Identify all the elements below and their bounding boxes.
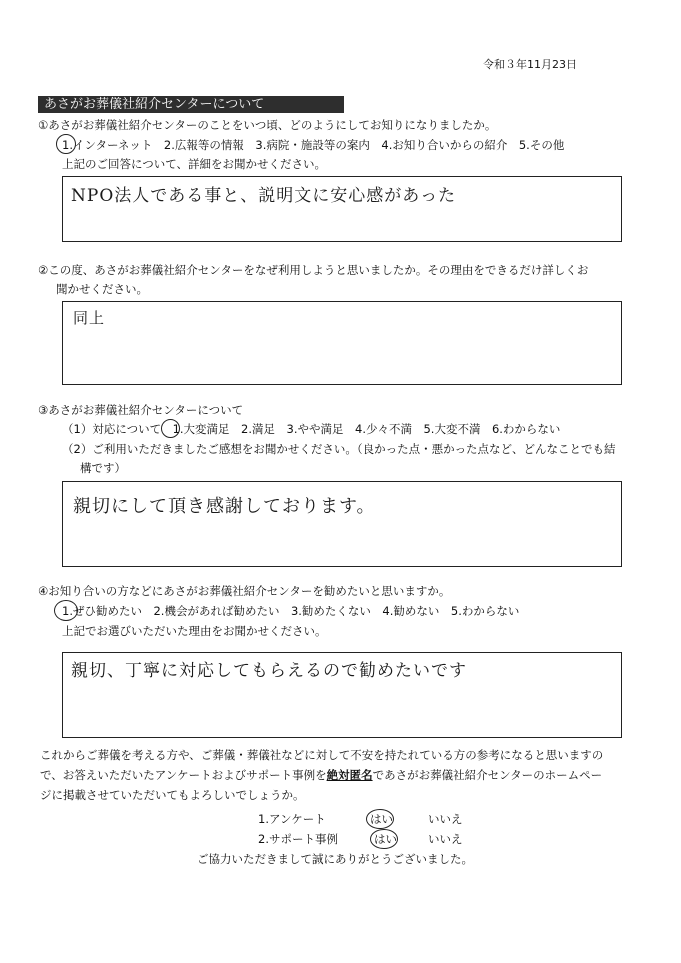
q2-question-line1: ②この度、あさがお葬儀社紹介センターをなぜ利用しようと思いましたか。その理由をできるだけ詳しくお <box>38 263 589 277</box>
q1-question: ①あさがお葬儀社紹介センターのことをいつ頃、どのようにしてお知りになりましたか。 <box>38 118 497 132</box>
consent-row1-label: 1.アンケート <box>258 812 326 826</box>
anonymous-emphasis: 絶対匿名 <box>326 768 373 782</box>
q1-detail-prompt: 上記のご回答について、詳細をお聞かせください。 <box>62 157 327 171</box>
document-date: 令和３年11月23日 <box>483 58 577 71</box>
consent-row2-yes[interactable]: はい <box>374 832 397 846</box>
q2-answer-box[interactable] <box>62 301 622 385</box>
q1-options: 1.インターネット 2.広報等の情報 3.病院・施設等の案内 4.お知り合いからの紹介 5.その他 <box>62 138 565 152</box>
q3-question: ③あさがお葬儀社紹介センターについて <box>38 403 244 417</box>
consent-row2-label: 2.サポート事例 <box>258 832 338 846</box>
consent-row1-yes[interactable]: はい <box>370 812 393 826</box>
q4-options: 1.ぜひ勧めたい 2.機会があれば勧めたい 3.勧めたくない 4.勧めない 5.わからない <box>62 604 520 618</box>
closing-line2-post: であさがお葬儀社紹介センターのホームペー <box>372 768 603 782</box>
closing-line3: ジに掲載させていただいてもよろしいでしょうか。 <box>40 788 305 802</box>
q3-sub2-line1: （2）ご利用いただきましたご感想をお聞かせください。（良かった点・悪かった点など、どんなことでも結 <box>62 442 616 456</box>
q2-handwritten-answer: 同上 <box>73 309 106 327</box>
closing-line1: これからご葬儀を考える方や、ご葬儀・葬儀社などに対して不安を持たれている方の参考になると思いますの <box>40 748 604 762</box>
closing-line2 <box>40 768 602 782</box>
q1-answer-box[interactable] <box>62 176 622 242</box>
thanks-text: ご協力いただきまして誠にありがとうございました。 <box>197 852 473 866</box>
section-header: あさがお葬儀社紹介センターについて <box>38 96 344 113</box>
q4-answer-box[interactable] <box>62 652 622 738</box>
q3-sub1: （1）対応について 1.大変満足 2.満足 3.やや満足 4.少々不満 5.大変不満 6.わからない <box>62 422 561 436</box>
closing-line2-pre: で、お答えいただいたアンケートおよびサポート事例を <box>40 768 327 782</box>
q3-sub2-line2: 構です） <box>80 461 126 475</box>
q4-handwritten-answer: 親切、丁寧に対応してもらえるので勧めたいです <box>71 661 467 681</box>
q2-question-line2: 聞かせください。 <box>56 282 148 296</box>
consent-row2-no[interactable]: いいえ <box>428 832 463 846</box>
consent-row1-no[interactable]: いいえ <box>428 812 463 826</box>
q4-question: ④お知り合いの方などにあさがお葬儀社紹介センターを勧めたいと思いますか。 <box>38 584 451 598</box>
q3-handwritten-answer: 親切にして頂き感謝しております。 <box>73 496 376 517</box>
q4-reason-prompt: 上記でお選びいただいた理由をお聞かせください。 <box>62 624 327 638</box>
q3-answer-box[interactable] <box>62 481 622 567</box>
q1-handwritten-answer: NPO法人である事と、説明文に安心感があった <box>71 186 457 206</box>
